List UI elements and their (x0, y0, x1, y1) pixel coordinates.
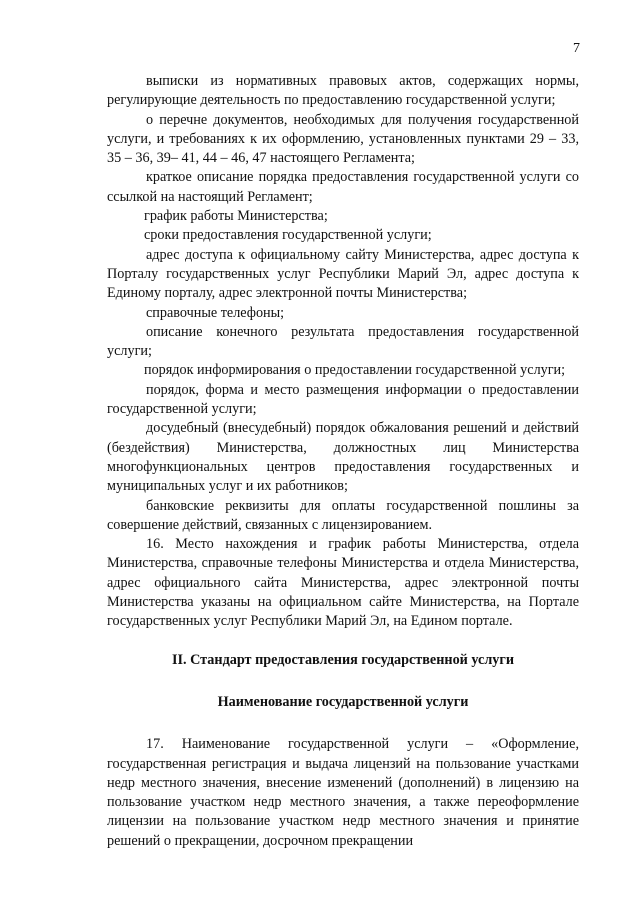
paragraph-17: 17. Наименование государственной услуги – «Оформление, государственная регистрация и выдача лицензий на пользование участками недр местного значения, внесение изменений (дополнений) в лицензию на пользование участком недр местного значения, а также переоформление лицензии на пользование участком недр местного значения и принятие решений о прекращении, досрочном прекращении (107, 736, 579, 849)
paragraph-informing-order: порядок информирования о предоставлении государственной услуги; (144, 362, 566, 379)
paragraph-phones: справочные телефоны; (146, 304, 285, 321)
paragraph-service-terms: сроки предоставления государственной услуги; (144, 227, 432, 244)
paragraph-16: 16. Место нахождения и график работы Министерства, отдела Министерства, справочные телефоны Министерства и отдела Министерства, адрес официального сайта Министерства, адрес электронной почты Министерства указаны на официальном сайте Министерства, на Портале государственных услуг Республики Марий Эл, на Едином портале. (107, 536, 579, 630)
paragraph-placement: порядок, форма и место размещения информации о предоставлении государственной услуги; (107, 381, 579, 418)
page-number: 7 (573, 41, 580, 56)
paragraph-extracts: выписки из нормативных правовых актов, содержащих нормы, регулирующие деятельность по предоставлению государственной услуги; (107, 73, 579, 109)
paragraph-access-addresses: адрес доступа к официальному сайту Министерства, адрес доступа к Порталу государственных услуг Республики Марий Эл, адрес доступа к Единому порталу, адрес электронной почты Министерства; (107, 246, 579, 302)
paragraph-procedure-summary: краткое описание порядка предоставления государственной услуги со ссылкой на настоящий Регламент; (107, 169, 579, 205)
paragraph-work-schedule: график работы Министерства; (144, 208, 328, 225)
paragraph-document-list: о перечне документов, необходимых для получения государственной услуги, и требованиях к их оформлению, установленных пунктами 29 – 33, 35 – 36, 39– 41, 44 – 46, 47 настоящего Регламента; (107, 111, 579, 167)
subheading: Наименование государственной услуги (217, 693, 469, 710)
section-heading: II. Стандарт предоставления государственной услуги (171, 651, 515, 668)
paragraph-appeal: досудебный (внесудебный) порядок обжалования решений и действий (бездействия) Министерства, должностных лиц Министерства многофункциональных центров предоставления государственных и муниципальных услуг и их работников; (107, 420, 579, 495)
spacer (107, 712, 579, 735)
spacer (107, 632, 579, 651)
paragraph-final-result: описание конечного результата предоставления государственной услуги; (107, 323, 579, 360)
spacer (107, 670, 579, 693)
paragraph-17-container (107, 735, 579, 851)
paragraph-bank-details: банковские реквизиты для оплаты государственной пошлины за совершение действий, связанных с лицензированием. (107, 497, 579, 533)
document-body (107, 72, 579, 851)
